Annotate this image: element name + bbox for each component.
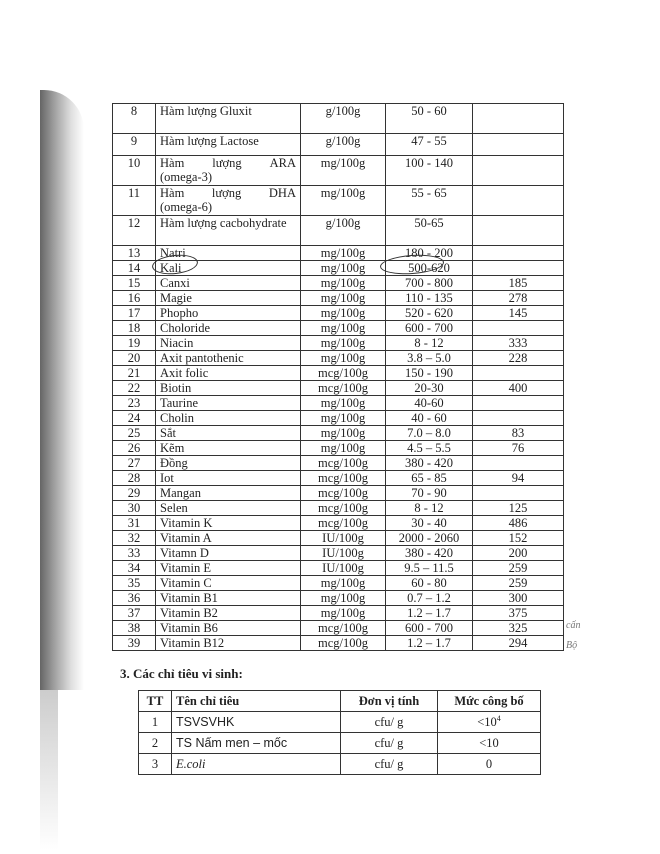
nutrition-name: Vitamin A [156,531,301,546]
nutrition-name: Vitamn D [156,546,301,561]
nutrition-range: 600 - 700 [386,321,473,336]
nutrition-value: 94 [473,471,564,486]
nutrition-tt: 35 [113,576,156,591]
nutrition-value: 486 [473,516,564,531]
nutrition-range: 40 - 60 [386,411,473,426]
nutrition-tt: 14 [113,261,156,276]
nutrition-value: 152 [473,531,564,546]
micro-name-text: TSVSVHK [176,715,235,729]
nutrition-value [473,261,564,276]
nutrition-tt: 30 [113,501,156,516]
nutrition-unit: mg/100g [301,576,386,591]
nutrition-row [113,104,564,134]
nutrition-tt: 22 [113,381,156,396]
nutrition-unit: mg/100g [301,396,386,411]
nutrition-row [113,396,564,411]
nutrition-value: 83 [473,426,564,441]
nutrition-value [473,456,564,471]
micro-unit [341,754,438,775]
nutrition-range: 55 - 65 [386,186,473,216]
nutrition-row [113,426,564,441]
nutrition-range: 8 - 12 [386,336,473,351]
nutrition-range: 180 - 200 [386,246,473,261]
nutrition-name: Đồng [156,456,301,471]
nutrition-row [113,456,564,471]
nutrition-range: 1.2 – 1.7 [386,636,473,651]
nutrition-row [113,321,564,336]
microbiology-header-row [139,691,541,712]
nutrition-unit: mg/100g [301,186,386,216]
nutrition-row [113,546,564,561]
nutrition-tt: 19 [113,336,156,351]
nutrition-value: 185 [473,276,564,291]
nutrition-tt: 11 [113,186,156,216]
nutrition-value: 400 [473,381,564,396]
nutrition-value [473,246,564,261]
micro-name [172,712,341,733]
nutrition-name: Sắt [156,426,301,441]
micro-level-text: <10 [479,735,499,750]
nutrition-table [112,103,564,651]
nutrition-tt: 28 [113,471,156,486]
nutrition-tt: 18 [113,321,156,336]
nutrition-unit: mg/100g [301,246,386,261]
nutrition-tt: 9 [113,134,156,156]
nutrition-range: 40-60 [386,396,473,411]
nutrition-value [473,396,564,411]
micro-unit [341,712,438,733]
nutrition-range: 500-620 [386,261,473,276]
nutrition-range: 380 - 420 [386,546,473,561]
nutrition-name: Hàm lượng Lactose [156,134,301,156]
nutrition-unit: mcg/100g [301,381,386,396]
section-3-heading: 3. Các chỉ tiêu vi sinh: [120,666,243,681]
nutrition-value [473,104,564,134]
nutrition-range: 8 - 12 [386,501,473,516]
nutrition-row [113,134,564,156]
nutrition-unit: mcg/100g [301,471,386,486]
nutrition-value: 294 [473,636,564,651]
nutrition-tt: 23 [113,396,156,411]
nutrition-range: 7.0 – 8.0 [386,426,473,441]
nutrition-tt: 20 [113,351,156,366]
margin-stamp-text-1: cấn [566,620,581,631]
nutrition-row [113,621,564,636]
microbiology-row [139,754,541,775]
nutrition-row [113,576,564,591]
micro-tt [139,712,172,733]
nutrition-unit: mg/100g [301,441,386,456]
nutrition-tt: 26 [113,441,156,456]
nutrition-range: 70 - 90 [386,486,473,501]
nutrition-name-word: lượng [212,156,242,170]
nutrition-name: Magie [156,291,301,306]
nutrition-name [156,186,301,216]
nutrition-tt: 37 [113,606,156,621]
micro-name [172,733,341,754]
micro-tt [139,733,172,754]
micro-level [438,733,541,754]
nutrition-row [113,501,564,516]
nutrition-name: Hàm lượng Gluxit [156,104,301,134]
nutrition-tt: 8 [113,104,156,134]
header-level: Mức công bố [438,691,541,712]
scan-edge-shadow [40,90,84,690]
micro-name [172,754,341,775]
nutrition-row [113,156,564,186]
micro-level-text: 0 [485,756,493,771]
nutrition-row [113,351,564,366]
nutrition-range: 110 - 135 [386,291,473,306]
nutrition-name: Axit folic [156,366,301,381]
nutrition-name-word: Hàm [160,156,185,170]
nutrition-row [113,366,564,381]
nutrition-range: 65 - 85 [386,471,473,486]
nutrition-range: 520 - 620 [386,306,473,321]
nutrition-row [113,516,564,531]
nutrition-name: Selen [156,501,301,516]
nutrition-name [156,156,301,186]
nutrition-value [473,134,564,156]
nutrition-name-word: ARA [269,156,296,170]
micro-tt [139,754,172,775]
nutrition-tt: 29 [113,486,156,501]
nutrition-value: 228 [473,351,564,366]
micro-level [438,754,541,775]
nutrition-value: 145 [473,306,564,321]
micro-tt-text: 1 [151,714,159,729]
nutrition-unit: mg/100g [301,336,386,351]
nutrition-unit: mcg/100g [301,636,386,651]
nutrition-range: 1.2 – 1.7 [386,606,473,621]
nutrition-row [113,306,564,321]
nutrition-value [473,411,564,426]
nutrition-name: Iot [156,471,301,486]
nutrition-value: 375 [473,606,564,621]
nutrition-name: Vitamin B6 [156,621,301,636]
nutrition-tt: 21 [113,366,156,381]
nutrition-range: 4.5 – 5.5 [386,441,473,456]
nutrition-name: Vitamin B12 [156,636,301,651]
nutrition-name: Biotin [156,381,301,396]
nutrition-range: 20-30 [386,381,473,396]
microbiology-row [139,712,541,733]
nutrition-range: 700 - 800 [386,276,473,291]
nutrition-row [113,216,564,246]
scan-edge-shadow-lower [40,690,58,850]
nutrition-row [113,591,564,606]
micro-unit-text: cfu/ g [374,735,404,750]
micro-unit [341,733,438,754]
nutrition-name-suffix: (omega-6) [160,200,213,214]
header-unit: Đơn vị tính [341,691,438,712]
nutrition-tt: 27 [113,456,156,471]
nutrition-value: 325 [473,621,564,636]
nutrition-name-suffix: (omega-3) [160,170,213,184]
nutrition-unit: mg/100g [301,306,386,321]
micro-unit-text: cfu/ g [374,714,404,729]
nutrition-name: Niacin [156,336,301,351]
nutrition-unit: mcg/100g [301,516,386,531]
nutrition-name: Mangan [156,486,301,501]
nutrition-name: Vitamin B1 [156,591,301,606]
microbiology-table [138,690,541,775]
nutrition-name-word: DHA [268,186,296,200]
nutrition-unit: mcg/100g [301,486,386,501]
nutrition-row [113,471,564,486]
nutrition-unit: IU/100g [301,561,386,576]
nutrition-tt: 31 [113,516,156,531]
nutrition-tt: 10 [113,156,156,186]
nutrition-tt: 33 [113,546,156,561]
nutrition-value: 259 [473,561,564,576]
nutrition-name: Axit pantothenic [156,351,301,366]
nutrition-row [113,441,564,456]
nutrition-row [113,486,564,501]
nutrition-tt: 32 [113,531,156,546]
nutrition-unit: mg/100g [301,591,386,606]
nutrition-value [473,321,564,336]
nutrition-range: 100 - 140 [386,156,473,186]
nutrition-range: 600 - 700 [386,621,473,636]
nutrition-unit: g/100g [301,216,386,246]
nutrition-value: 76 [473,441,564,456]
microbiology-row [139,733,541,754]
nutrition-range: 150 - 190 [386,366,473,381]
nutrition-tt: 12 [113,216,156,246]
nutrition-value: 333 [473,336,564,351]
nutrition-row [113,186,564,216]
nutrition-range: 380 - 420 [386,456,473,471]
nutrition-value: 278 [473,291,564,306]
micro-tt-text: 2 [151,735,159,750]
nutrition-range: 60 - 80 [386,576,473,591]
nutrition-row [113,381,564,396]
nutrition-name: Canxi [156,276,301,291]
nutrition-tt: 36 [113,591,156,606]
nutrition-tt: 25 [113,426,156,441]
nutrition-unit: mcg/100g [301,366,386,381]
nutrition-name: Kali [156,261,301,276]
nutrition-name: Kẽm [156,441,301,456]
nutrition-unit: g/100g [301,134,386,156]
margin-stamp-text-2: Bộ [566,640,578,651]
nutrition-value: 300 [473,591,564,606]
nutrition-name: Natri [156,246,301,261]
nutrition-tt: 15 [113,276,156,291]
nutrition-value [473,366,564,381]
nutrition-row [113,336,564,351]
nutrition-name-word: lượng [211,186,242,200]
nutrition-name: Vitamin B2 [156,606,301,621]
nutrition-unit: IU/100g [301,531,386,546]
nutrition-tt: 13 [113,246,156,261]
nutrition-tt: 39 [113,636,156,651]
nutrition-value: 200 [473,546,564,561]
nutrition-unit: mg/100g [301,156,386,186]
nutrition-unit: mcg/100g [301,621,386,636]
nutrition-range: 50-65 [386,216,473,246]
nutrition-unit: mcg/100g [301,501,386,516]
micro-tt-text: 3 [151,756,159,771]
nutrition-unit: mg/100g [301,321,386,336]
nutrition-name: Cholin [156,411,301,426]
nutrition-range: 47 - 55 [386,134,473,156]
nutrition-row [113,276,564,291]
nutrition-unit: mg/100g [301,606,386,621]
nutrition-row [113,606,564,621]
micro-level-text: <10 [477,715,497,730]
nutrition-range: 2000 - 2060 [386,531,473,546]
nutrition-name: Choloride [156,321,301,336]
nutrition-row [113,636,564,651]
nutrition-value: 259 [473,576,564,591]
nutrition-unit: mg/100g [301,351,386,366]
micro-name-text: TS Nấm men – mốc [176,736,288,750]
micro-name-text: E.coli [176,756,206,771]
nutrition-unit: IU/100g [301,546,386,561]
micro-level-exponent: 4 [496,713,501,723]
nutrition-unit: mg/100g [301,411,386,426]
nutrition-range: 30 - 40 [386,516,473,531]
nutrition-unit: mcg/100g [301,456,386,471]
nutrition-name: Vitamin E [156,561,301,576]
nutrition-tt: 16 [113,291,156,306]
nutrition-unit: mg/100g [301,276,386,291]
nutrition-value [473,156,564,186]
nutrition-unit: g/100g [301,104,386,134]
nutrition-unit: mg/100g [301,261,386,276]
nutrition-row [113,561,564,576]
nutrition-name: Hàm lượng cacbohydrate [156,216,301,246]
header-tt: TT [139,691,172,712]
nutrition-tt: 38 [113,621,156,636]
nutrition-row [113,531,564,546]
nutrition-value [473,216,564,246]
header-name: Tên chỉ tiêu [172,691,341,712]
nutrition-name: Vitamin C [156,576,301,591]
nutrition-range: 0.7 – 1.2 [386,591,473,606]
nutrition-unit: mg/100g [301,426,386,441]
nutrition-value [473,486,564,501]
nutrition-name: Phopho [156,306,301,321]
micro-level [438,712,541,733]
micro-unit-text: cfu/ g [374,756,404,771]
nutrition-row [113,411,564,426]
nutrition-row [113,291,564,306]
nutrition-tt: 17 [113,306,156,321]
nutrition-tt: 34 [113,561,156,576]
nutrition-name: Taurine [156,396,301,411]
nutrition-name-word: Hàm [160,186,185,200]
nutrition-value: 125 [473,501,564,516]
nutrition-range: 50 - 60 [386,104,473,134]
nutrition-tt: 24 [113,411,156,426]
nutrition-range: 9.5 – 11.5 [386,561,473,576]
nutrition-unit: mg/100g [301,291,386,306]
nutrition-value [473,186,564,216]
nutrition-range: 3.8 – 5.0 [386,351,473,366]
nutrition-name: Vitamin K [156,516,301,531]
